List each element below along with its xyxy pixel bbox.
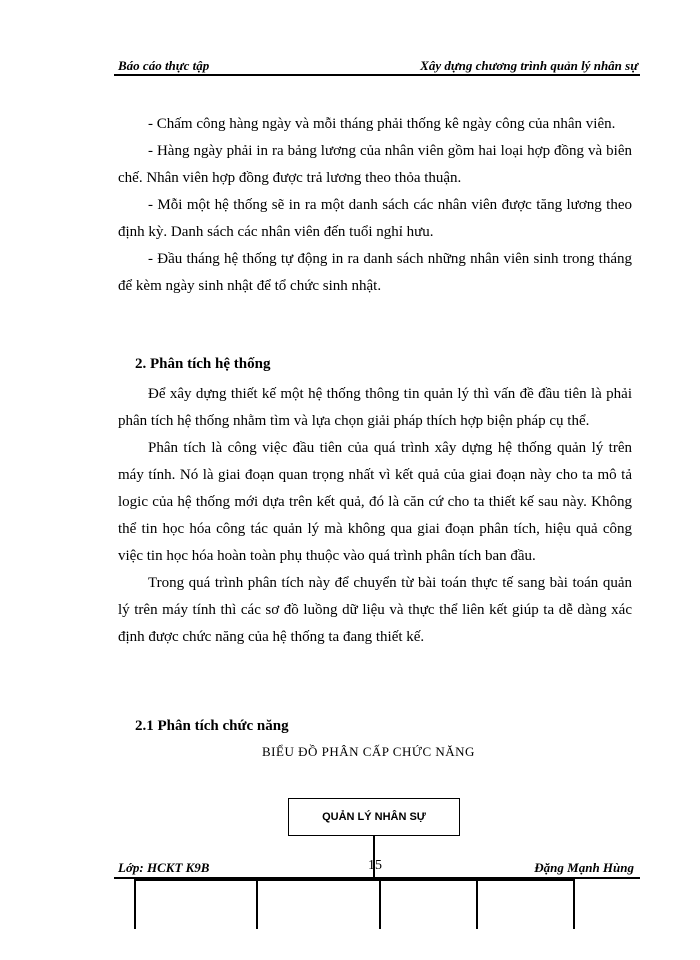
diagram-branch-line: [573, 879, 575, 929]
paragraph: - Đầu tháng hệ thống tự động in ra danh sách những nhân viên sinh trong tháng để kèm ngày sinh nhật để tổ chức sinh nhật.: [118, 251, 632, 294]
body-top: [118, 111, 632, 300]
paragraph: - Mỗi một hệ thống sẽ in ra một danh sách các nhân viên được tăng lương theo định kỳ. Danh sách các nhân viên đến tuổi nghỉ hưu.: [118, 197, 632, 240]
header-right: Xây dựng chương trình quản lý nhân sự: [420, 58, 638, 73]
paragraph: Phân tích là công việc đầu tiên của quá trình xây dựng hệ thống quản lý trên máy tính. Nó là giai đoạn quan trọng nhất vì kết quả của giai đoạn này cho ta mô tả logic của hệ thống mới dựa trên kết quả, đó là căn cứ cho ta thiết kế sau này. Không thể tin học hóa công tác quản lý mà không qua giai đoạn phân tích, hiệu quả công việc tin học hóa hoàn toàn phụ thuộc vào quá trình phân tích ban đầu.: [118, 440, 632, 564]
paragraph: Trong quá trình phân tích này để chuyển từ bài toán thực tế sang bài toán quản lý trên máy tính thì các sơ đồ luồng dữ liệu và thực thể liên kết giúp ta dễ dàng xác định được chức năng của hệ thống ta đang thiết kế.: [118, 575, 632, 645]
header-left: Báo cáo thực tập: [118, 58, 210, 73]
footer-rule: [114, 877, 640, 879]
diagram-root-label: QUẢN LÝ NHÂN SỰ: [322, 811, 426, 823]
paragraph: - Hàng ngày phải in ra bảng lương của nhân viên gồm hai loại hợp đồng và biên chế. Nhân viên hợp đồng được trả lương theo thỏa thuận.: [118, 143, 632, 186]
section-heading: 2. Phân tích hệ thống: [135, 356, 271, 372]
diagram-branch-line: [134, 879, 136, 929]
diagram-branch-line: [256, 879, 258, 929]
diagram-root-box: [288, 798, 460, 836]
page-number: 15: [368, 858, 382, 873]
diagram-branch-line: [476, 879, 478, 929]
header-rule: [114, 74, 640, 76]
diagram-title: BIỂU ĐỒ PHÂN CẤP CHỨC NĂNG: [262, 744, 475, 759]
paragraph: - Chấm công hàng ngày và mỗi tháng phải thống kê ngày công của nhân viên.: [148, 116, 616, 132]
diagram-branch-line: [379, 879, 381, 929]
paragraph: Để xây dựng thiết kế một hệ thống thông tin quản lý thì vấn đề đầu tiên là phải phân tích hệ thống nhằm tìm và lựa chọn giải pháp thích hợp biện pháp cụ thể.: [118, 386, 632, 429]
body-main: [118, 381, 632, 651]
diagram-connector-horizontal: [134, 879, 574, 881]
footer-left: Lớp: HCKT K9B: [118, 860, 210, 875]
subsection-heading: 2.1 Phân tích chức năng: [135, 718, 289, 734]
footer-right: Đặng Mạnh Hùng: [534, 860, 634, 875]
